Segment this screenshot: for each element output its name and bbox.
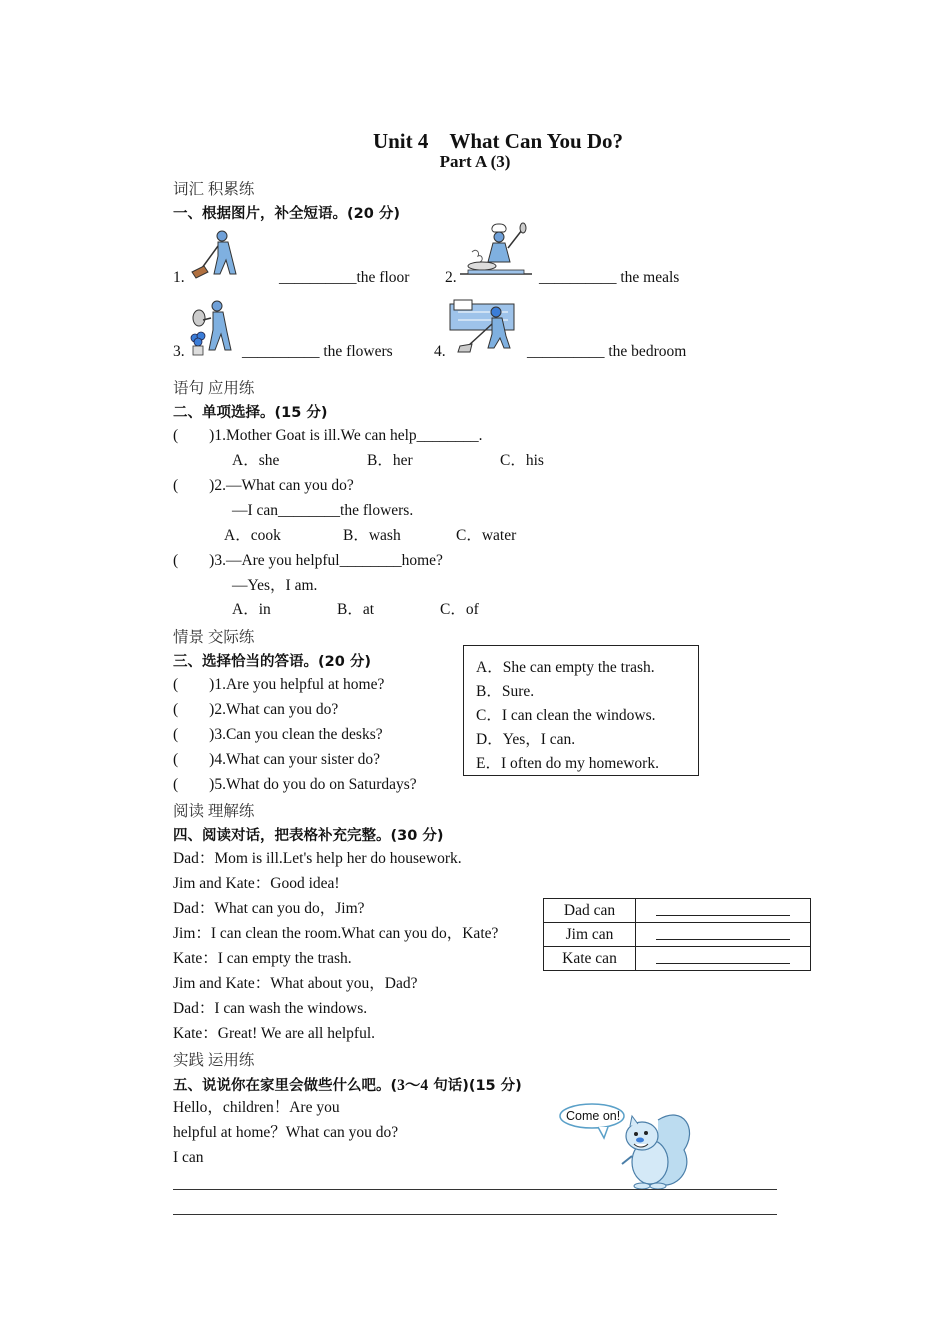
table-row [544,899,811,923]
q3-stem: ( )3.—Are you helpful________home? [173,552,443,569]
s3-question-2: ( )2.What can you do? [173,701,339,718]
speech-bubble-text: Come on! [566,1109,621,1123]
item2-text: the meals [616,269,680,286]
q1-option-c[interactable]: C．his [500,452,544,469]
q2-option-b[interactable]: B．wash [343,527,401,544]
chef-cooking-icon [458,222,534,282]
q2-stem: ( )2.—What can you do? [173,477,354,494]
section1-category: 词汇 积累练 [173,181,255,198]
answer-option-b: B．Sure. [476,683,535,700]
q3-option-c[interactable]: C．of [440,601,479,618]
item4-blank[interactable]: __________ [527,343,605,360]
table-label-kate: Kate can [544,947,636,971]
answer-option-a: A．She can empty the trash. [476,659,655,676]
section5-heading-post: 句话)(15 分) [428,1078,522,1094]
section5-heading [173,1073,522,1095]
section5-heading-pre: 五、说说你在家里会做些什么吧。( [173,1078,398,1094]
item4-phrase [527,342,686,362]
table-row [544,923,811,947]
table-blank-dad[interactable] [636,899,811,923]
item4-text: the bedroom [604,343,687,360]
item2-blank[interactable]: __________ [539,269,617,286]
table-row [544,947,811,971]
q3-option-a[interactable]: A．in [232,601,271,618]
q1-option-b[interactable]: B．her [367,452,413,469]
page-title: Unit 4 What Can You Do? [372,129,624,153]
q2-option-c[interactable]: C．water [456,527,517,544]
table-blank-kate[interactable] [636,947,811,971]
q2-stem2: —I can________the flowers. [232,502,414,519]
section5-category: 实践 运用练 [173,1052,255,1069]
dialogue-line-8: Kate：Great! We are all helpful. [173,1025,376,1042]
section2-heading: 二、单项选择。(15 分) [173,405,328,421]
dialogue-line-2: Jim and Kate：Good idea! [173,875,340,892]
answer-table [543,898,811,971]
q1-option-a[interactable]: A．she [232,452,280,469]
item3-phrase [242,342,393,362]
section3-category: 情景 交际练 [173,629,255,646]
writing-line-2[interactable] [173,1214,777,1215]
answer-option-c: C．I can clean the windows. [476,707,656,724]
dialogue-line-7: Dad：I can wash the windows. [173,1000,368,1017]
item1-number: 1. [173,269,185,286]
dialogue-line-4: Jim：I can clean the room.What can you do，Kate? [173,925,499,942]
item3-number: 3. [173,343,185,360]
s5-line-2: helpful at home？What can you do? [173,1124,399,1141]
item3-blank[interactable]: __________ [242,343,320,360]
dialogue-line-3: Dad：What can you do，Jim? [173,900,365,917]
table-blank-jim[interactable] [636,923,811,947]
section4-heading: 四、阅读对话，把表格补充完整。(30 分) [173,828,444,844]
item1-blank[interactable]: __________ [279,269,357,286]
section5-heading-bold: 3～4 [397,1077,429,1094]
page-subtitle: Part A (3) [439,152,511,171]
q3-option-b[interactable]: B．at [337,601,375,618]
item4-number: 4. [434,343,446,360]
cleaning-bedroom-icon [448,296,520,358]
item2-phrase [539,268,679,288]
q2-option-a[interactable]: A．cook [224,527,281,544]
s5-line-1: Hello，children！Are you [173,1099,340,1116]
section3-heading: 三、选择恰当的答语。(20 分) [173,654,371,670]
writing-line-1[interactable] [173,1189,777,1190]
sweeping-person-icon [184,228,248,280]
section1-heading: 一、根据图片，补全短语。(20 分) [173,206,400,222]
table-label-jim: Jim can [544,923,636,947]
dialogue-line-5: Kate：I can empty the trash. [173,950,352,967]
dialogue-line-6: Jim and Kate：What about you，Dad? [173,975,418,992]
s3-question-1: ( )1.Are you helpful at home? [173,676,385,693]
item1-text: the floor [356,269,410,286]
section2-category: 语句 应用练 [173,380,255,397]
dialogue-line-1: Dad：Mom is ill.Let's help her do housework. [173,850,462,867]
item2-number: 2. [445,269,457,286]
s3-question-4: ( )4.What can your sister do? [173,751,381,768]
answer-options-box [463,645,699,776]
q1-stem: ( )1.Mother Goat is ill.We can help________. [173,427,483,444]
answer-option-d: D．Yes，I can. [476,731,576,748]
s3-question-3: ( )3.Can you clean the desks? [173,726,383,743]
table-label-dad: Dad can [544,899,636,923]
answer-option-e: E．I often do my homework. [476,755,659,772]
item3-text: the flowers [319,343,393,360]
s3-question-5: ( )5.What do you do on Saturdays? [173,776,417,793]
section4-category: 阅读 理解练 [173,803,255,820]
item1-phrase [279,268,409,288]
watering-flowers-icon [185,298,241,358]
q3-stem2: —Yes，I am. [232,577,318,594]
s5-line-3: I can [173,1149,204,1166]
